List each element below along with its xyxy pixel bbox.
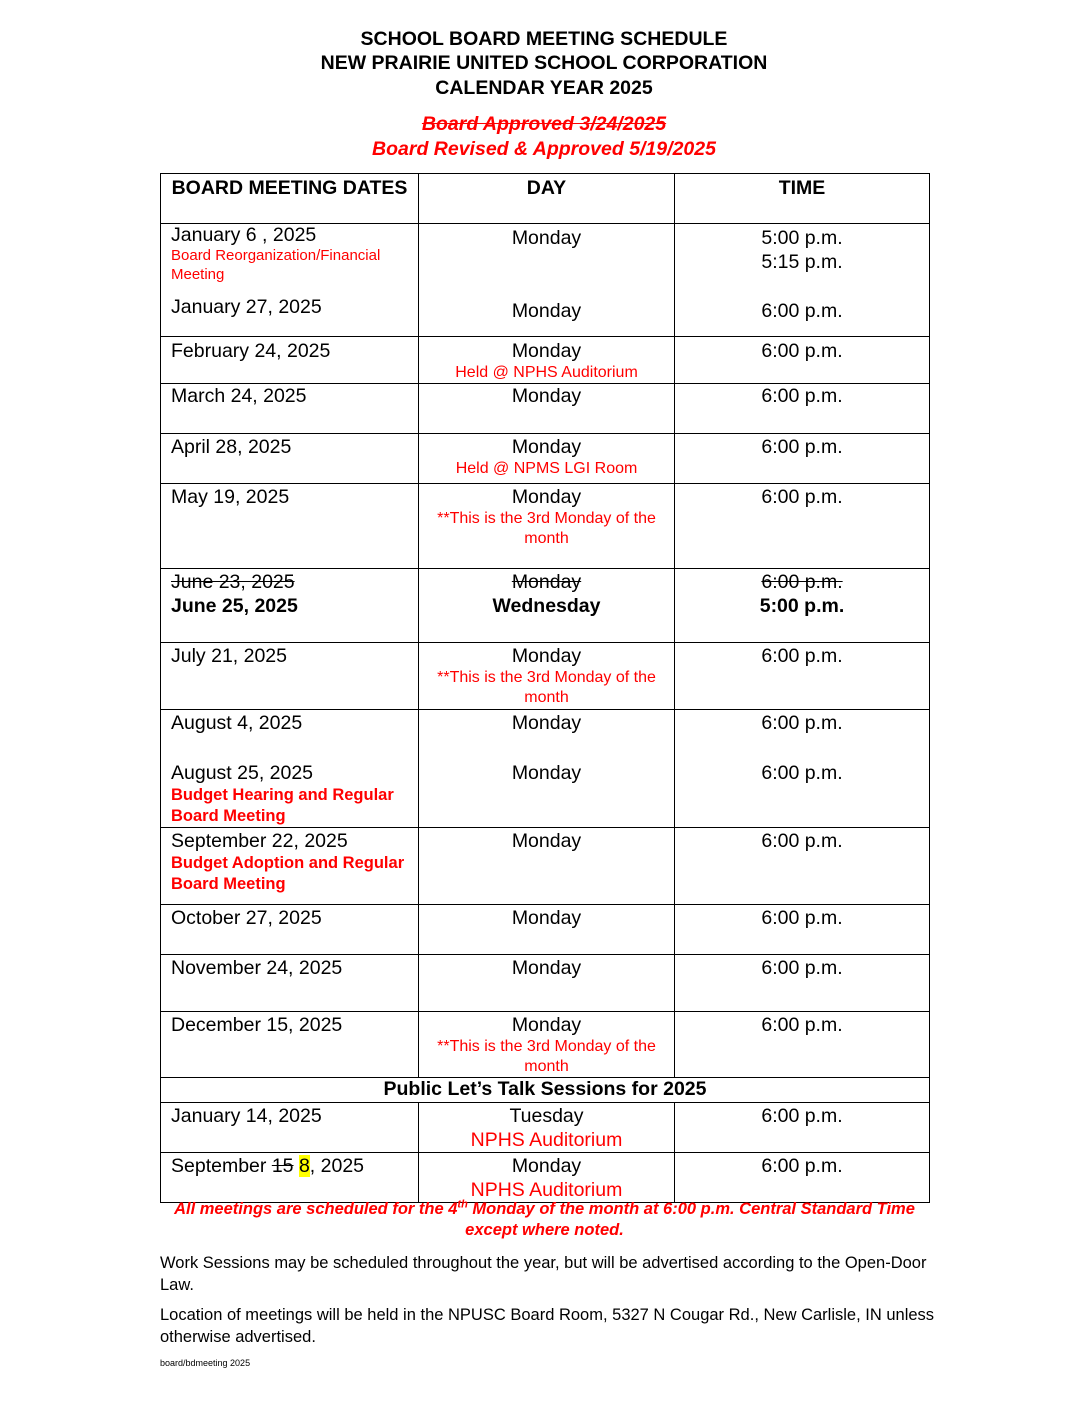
meeting-time: 5:15 p.m. [761, 251, 843, 273]
meeting-date: March 24, 2025 [171, 385, 307, 407]
cancelled-meeting-day: Monday [511, 571, 582, 593]
table-row [161, 1012, 930, 1078]
session-date [171, 1154, 418, 1178]
document-footer: board/bdmeeting 2025 [160, 1358, 251, 1368]
table-row [161, 434, 930, 484]
meeting-day: Monday [511, 227, 582, 249]
meeting-time: 6:00 p.m. [761, 340, 843, 362]
meeting-location-note: Held @ NPHS Auditorium [455, 364, 638, 381]
table-row [161, 955, 930, 1012]
meeting-note: **This is the 3rd Monday of the month [437, 510, 656, 547]
meeting-day: Monday [511, 907, 582, 929]
meeting-time: 6:00 p.m. [761, 712, 843, 734]
work-sessions-paragraph: Work Sessions may be scheduled throughout the year, but will be advertised according to the Open-Door Law. [160, 1254, 927, 1294]
meeting-date: December 15, 2025 [171, 1014, 343, 1036]
meeting-day: Monday [511, 300, 582, 322]
table-row [161, 828, 930, 905]
cancelled-meeting-time: 6:00 p.m. [761, 571, 843, 593]
meeting-note: **This is the 3rd Monday of the month [437, 1038, 656, 1075]
meeting-date: August 4, 2025 [171, 712, 303, 734]
title-line-2: NEW PRAIRIE UNITED SCHOOL CORPORATION [320, 52, 768, 74]
original-approval: Board Approved 3/24/2025 [421, 113, 667, 135]
session-date: January 14, 2025 [171, 1105, 322, 1127]
session-date-month: September [171, 1155, 272, 1177]
table-row [161, 643, 930, 710]
meeting-time: 6:00 p.m. [761, 830, 843, 852]
meeting-date: February 24, 2025 [171, 340, 331, 362]
meeting-date: November 24, 2025 [171, 957, 343, 979]
revised-approval: Board Revised & Approved 5/19/2025 [372, 138, 716, 160]
meeting-location-note: Held @ NPMS LGI Room [455, 460, 638, 477]
meeting-day: Monday [511, 957, 582, 979]
meeting-time: 6:00 p.m. [761, 907, 843, 929]
col-header-day: DAY [419, 174, 675, 224]
meeting-time: 6:00 p.m. [761, 1014, 843, 1036]
meeting-date: January 27, 2025 [171, 296, 322, 318]
col-header-dates: BOARD MEETING DATES [161, 174, 419, 224]
meeting-date: June 25, 2025 [171, 595, 298, 617]
title-line-3: CALENDAR YEAR 2025 [435, 77, 653, 99]
meeting-date: May 19, 2025 [171, 486, 290, 508]
meeting-date: August 25, 2025 [171, 762, 314, 784]
meeting-date: October 27, 2025 [171, 907, 322, 929]
meeting-time: 6:00 p.m. [761, 385, 843, 407]
meeting-time: 6:00 p.m. [761, 300, 843, 322]
meeting-day: Monday [511, 645, 582, 667]
meeting-time: 6:00 p.m. [761, 436, 843, 458]
cancelled-session-day: 15 [271, 1155, 294, 1177]
title-line-1: SCHOOL BOARD MEETING SCHEDULE [360, 28, 728, 50]
meeting-day: Monday [511, 830, 582, 852]
meeting-note: Board Reorganization/Financial Meeting [171, 247, 381, 283]
meeting-day: Monday [511, 486, 582, 508]
meeting-note: **This is the 3rd Monday of the month [437, 669, 656, 706]
meeting-time: 6:00 p.m. [761, 957, 843, 979]
schedule-note-part-2: Monday of the month at 6:00 p.m. Central Standard Time except where noted. [465, 1200, 915, 1239]
table-row [161, 905, 930, 955]
meeting-note: Budget Hearing and Regular Board Meeting [171, 786, 394, 825]
meeting-day: Monday [511, 762, 582, 784]
schedule-note [160, 1199, 929, 1241]
meeting-day: Monday [511, 385, 582, 407]
meeting-date: July 21, 2025 [171, 645, 288, 667]
session-date-year: , 2025 [309, 1155, 365, 1177]
session-day: Monday [511, 1155, 582, 1177]
col-header-time: TIME [675, 174, 930, 224]
meeting-day: Monday [511, 436, 582, 458]
table-row [161, 224, 930, 337]
table-row [161, 337, 930, 384]
meeting-day: Monday [511, 712, 582, 734]
table-row [161, 1103, 930, 1153]
table-row [161, 1153, 930, 1203]
meeting-day: Monday [511, 340, 582, 362]
meeting-time: 6:00 p.m. [761, 762, 843, 784]
meeting-date: September 22, 2025 [171, 830, 348, 852]
meeting-time: 6:00 p.m. [761, 486, 843, 508]
session-location: NPHS Auditorium [470, 1179, 623, 1201]
session-time: 6:00 p.m. [761, 1155, 843, 1177]
meeting-time: 6:00 p.m. [761, 645, 843, 667]
schedule-note-superscript: th [457, 1198, 468, 1211]
talk-sessions-header-row [161, 1078, 930, 1103]
session-location: NPHS Auditorium [470, 1129, 623, 1151]
table-row [161, 484, 930, 569]
meeting-note: Budget Adoption and Regular Board Meeting [171, 854, 405, 893]
cancelled-meeting-date: June 23, 2025 [171, 571, 295, 593]
session-time: 6:00 p.m. [761, 1105, 843, 1127]
table-header-row [161, 174, 930, 224]
location-paragraph: Location of meetings will be held in the NPUSC Board Room, 5327 N Cougar Rd., New Carlisle, IN unless otherwise advertised. [160, 1306, 935, 1346]
meeting-date: January 6 , 2025 [171, 224, 317, 246]
session-day: Tuesday [509, 1105, 584, 1127]
meeting-day: Wednesday [492, 595, 601, 617]
schedule-note-part-1: All meetings are scheduled for the 4 [174, 1200, 458, 1218]
meeting-time: 5:00 p.m. [759, 595, 845, 617]
table-row [161, 710, 930, 828]
meeting-date: April 28, 2025 [171, 436, 292, 458]
revised-session-day: 8 [298, 1155, 310, 1177]
meeting-schedule-table [160, 173, 930, 1203]
table-row [161, 569, 930, 643]
table-row [161, 384, 930, 434]
meeting-time: 5:00 p.m. [761, 227, 843, 249]
meeting-day: Monday [511, 1014, 582, 1036]
talk-sessions-title: Public Let’s Talk Sessions for 2025 [161, 1078, 930, 1103]
